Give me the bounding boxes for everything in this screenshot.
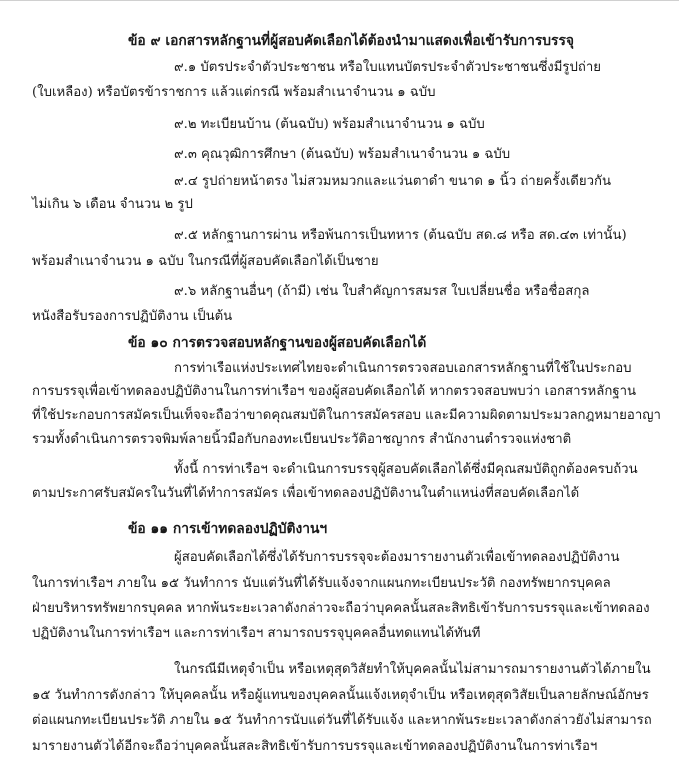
section-10-line: รวมทั้งดำเนินการตรวจพิมพ์ลายนิ้วมือกับกองทะเบียนประวัติอาชญากร สำนักงานตำรวจแห่งชาติ (32, 432, 572, 447)
section-10-line: ทั้งนี้ การท่าเรือฯ จะดำเนินการบรรจุผู้สอบคัดเลือกได้ซึ่งมีคุณสมบัติถูกต้องครบถ้วน (174, 462, 638, 477)
section-11-line: ในกรณีมีเหตุจำเป็น หรือเหตุสุดวิสัยทำให้บุคคลนั้นไม่สามารถมารายงานตัวได้ภายใน (174, 662, 651, 677)
section-10-line: การท่าเรือแห่งประเทศไทยจะดำเนินการตรวจสอบเอกสารหลักฐานที่ใช้ในประกอบ (174, 361, 632, 376)
section-9-line: หนังสือรับรองการปฏิบัติงาน เป็นต้น (32, 309, 233, 324)
section-10-heading: ข้อ ๑๐ การตรวจสอบหลักฐานของผู้สอบคัดเลือกได้ (128, 335, 427, 351)
section-9-line: ๙.๖ หลักฐานอื่นๆ (ถ้ามี) เช่น ใบสำคัญการสมรส ใบเปลี่ยนชื่อ หรือชื่อสกุล (174, 284, 590, 299)
section-9-heading: ข้อ ๙ เอกสารหลักฐานที่ผู้สอบคัดเลือกได้ต้องนำมาแสดงเพื่อเข้ารับการบรรจุ (128, 33, 574, 49)
section-10-line: การบรรจุเพื่อเข้าทดลองปฏิบัติงานในการท่าเรือฯ ของผู้สอบคัดเลือกได้ หากตรวจสอบพบว่า เอกสารหลักฐาน (32, 384, 637, 399)
section-9-line: (ใบเหลือง) หรือบัตรข้าราชการ แล้วแต่กรณี พร้อมสำเนาจำนวน ๑ ฉบับ (32, 85, 436, 100)
section-10-line: ตามประกาศรับสมัครในวันที่ได้ทำการสมัคร เพื่อเข้าทดลองปฏิบัติงานในตำแหน่งที่สอบคัดเลือกได้ (32, 486, 580, 501)
page-top-border (0, 0, 679, 1)
section-11-line: ในการท่าเรือฯ ภายใน ๑๕ วันทำการ นับแต่วันที่ได้รับแจ้งจากแผนกทะเบียนประวัติ กองทรัพยากรบุคคล (32, 576, 611, 591)
section-9-line: ๙.๑ บัตรประจำตัวประชาชน หรือใบแทนบัตรประจำตัวประชาชนซึ่งมีรูปถ่าย (174, 60, 602, 75)
section-9-line: ๙.๓ คุณวุฒิการศึกษา (ต้นฉบับ) พร้อมสำเนาจำนวน ๑ ฉบับ (174, 147, 511, 162)
section-11-line: มารายงานตัวได้อีกจะถือว่าบุคคลนั้นสละสิทธิเข้ารับการบรรจุและเข้าทดลองปฏิบัติงานในการท่าเรือฯ (32, 739, 598, 754)
section-10-line: ที่ใช้ประกอบการสมัครเป็นเท็จจะถือว่าขาดคุณสมบัติในการสมัครสอบ และมีความผิดตามประมวลกฎหมายอาญา (32, 408, 661, 423)
section-9-line: ๙.๒ ทะเบียนบ้าน (ต้นฉบับ) พร้อมสำเนาจำนวน ๑ ฉบับ (174, 117, 485, 132)
section-11-line: ฝ่ายบริหารทรัพยากรบุคคล หากพ้นระยะเวลาดังกล่าวจะถือว่าบุคคลนั้นสละสิทธิเข้ารับการบรรจุและเข้าทดลอง (32, 601, 650, 616)
section-9-line: พร้อมสำเนาจำนวน ๑ ฉบับ ในกรณีที่ผู้สอบคัดเลือกได้เป็นชาย (32, 254, 379, 269)
section-11-heading: ข้อ ๑๑ การเข้าทดลองปฏิบัติงานฯ (128, 521, 328, 537)
section-11-line: ๑๕ วันทำการดังกล่าว ให้บุคคลนั้น หรือผู้แทนของบุคคลนั้นแจ้งเหตุจำเป็น หรือเหตุสุดวิสัยเป็นลายลักษณ์อักษร (32, 688, 649, 703)
section-11-line: ผู้สอบคัดเลือกได้ซึ่งได้รับการบรรจุจะต้องมารายงานตัวเพื่อเข้าทดลองปฏิบัติงาน (174, 550, 620, 565)
section-9-line: ๙.๕ หลักฐานการผ่าน หรือพ้นการเป็นทหาร (ต้นฉบับ สด.๘ หรือ สด.๔๓ เท่านั้น) (174, 228, 627, 243)
section-9-line: ๙.๔ รูปถ่ายหน้าตรง ไม่สวมหมวกและแว่นตาดำ ขนาด ๑ นิ้ว ถ่ายครั้งเดียวกัน (174, 174, 611, 189)
section-11-line: ต่อแผนกทะเบียนประวัติ ภายใน ๑๕ วันทำการนับแต่วันที่ได้รับแจ้ง และหากพ้นระยะเวลาดังกล่าวยังไม่สามารถ (32, 713, 652, 728)
section-9-line: ไม่เกิน ๖ เดือน จำนวน ๒ รูป (32, 197, 193, 212)
section-11-line: ปฏิบัติงานในการท่าเรือฯ และการท่าเรือฯ สามารถบรรจุบุคคลอื่นทดแทนได้ทันที (32, 626, 481, 641)
